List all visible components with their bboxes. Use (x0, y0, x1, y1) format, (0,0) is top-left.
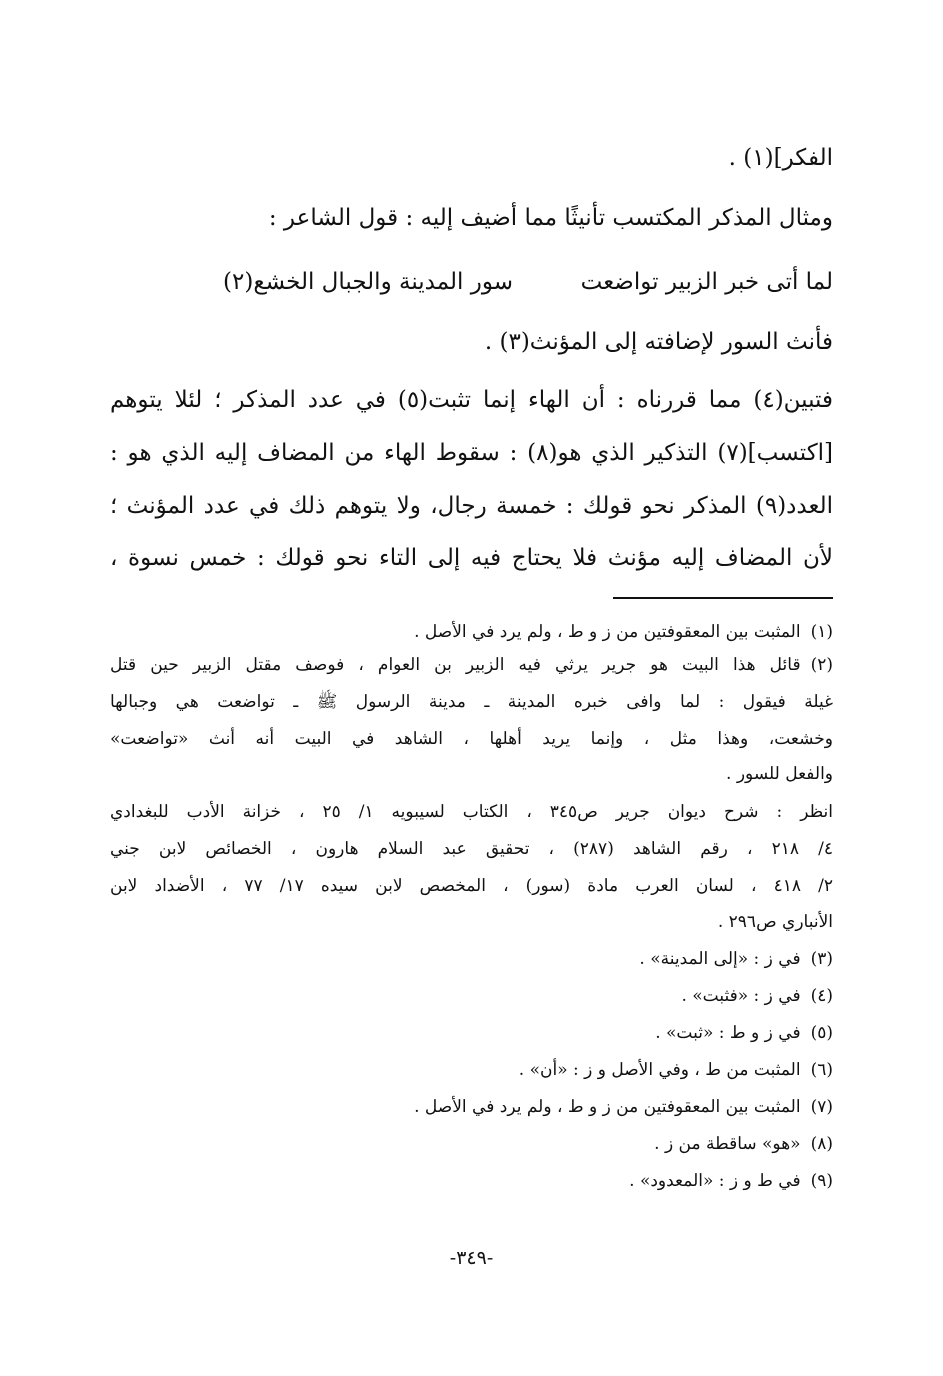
footnote-separator (613, 597, 833, 599)
footnote-number: (٤) (810, 986, 833, 1006)
footnote-number: (٣) (810, 949, 833, 969)
footnote-2-line: انظر : شرح ديوان جرير ص٣٤٥ ، الكتاب لسيبويه ١/ ٢٥ ، خزانة الأدب للبغدادي (110, 802, 833, 822)
footnote-number: (٥) (810, 1023, 833, 1043)
footnote-7 (414, 1093, 833, 1122)
footnote-8 (654, 1130, 833, 1159)
verse-first-hemistich: لما أتى خبر الزبير تواضعت (580, 269, 833, 295)
verse-second-hemistich: سور المدينة والجبال الخشع(٢) (223, 269, 513, 295)
footnote-5 (655, 1019, 833, 1048)
footnote-9 (629, 1167, 833, 1196)
footnote-number: (٨) (810, 1134, 833, 1154)
footnote-number: (٧) (810, 1097, 833, 1117)
footnote-2-line: وخشعت، وهذا مثل ، وإنما يريد أهلها ، الشاهد في البيت أنه أنث «تواضعت» (110, 729, 833, 749)
footnote-number: (٩) (810, 1171, 833, 1191)
footnote-1 (414, 618, 833, 647)
footnote-2-line: ٢/ ٤١٨ ، لسان العرب مادة (سور) ، المخصص لابن سيده ١٧/ ٧٧ ، الأضداد لابن (110, 876, 833, 896)
body-paragraph-line: فتبين(٤) مما قررناه : أن الهاء إنما تثبت(٥) في عدد المذكر ؛ لئلا يتوهم (110, 387, 833, 413)
footnote-text: «هو» ساقطة من ز . (654, 1134, 801, 1154)
footnote-2-line: ٤/ ٢١٨ ، رقم الشاهد (٢٨٧) ، تحقيق عبد السلام هارون ، الخصائص لابن جني (110, 839, 833, 859)
footnote-2-line: غيلة فيقول : لما وافى خبره المدينة ـ مدينة الرسول ﷺ ـ تواضعت هي وجبالها (110, 692, 833, 712)
body-paragraph-line: لأن المضاف إليه مؤنث فلا يحتاج فيه إلى التاء نحو قولك : خمس نسوة ، (110, 545, 833, 571)
footnote-number: (٦) (810, 1060, 833, 1080)
body-line-4: فأنث السور لإضافته إلى المؤنث(٣) . (484, 329, 833, 355)
footnote-3 (639, 945, 833, 974)
body-paragraph-line: [اكتسب](٧) التذكير الذي هو(٨) : سقوط الهاء من المضاف إليه الذي هو : (110, 440, 833, 466)
footnote-text: في ز : «فثبت» . (681, 986, 801, 1006)
footnote-text: في ز : «إلى المدينة» . (639, 949, 801, 969)
footnote-2-line: والفعل للسور . (726, 764, 833, 784)
body-line-1: الفكر](١) . (728, 145, 833, 171)
footnote-number: (٢) (810, 655, 833, 675)
body-line-2: ومثال المذكر المكتسب تأنيثًا مما أضيف إليه : قول الشاعر : (268, 205, 833, 231)
footnote-4 (681, 982, 833, 1011)
footnote-number: (١) (810, 622, 833, 642)
footnote-text: المثبت بين المعقوفتين من ز و ط ، ولم يرد في الأصل . (414, 622, 801, 642)
footnote-text: المثبت من ط ، وفي الأصل و ز : «أن» . (518, 1060, 801, 1080)
footnote-text: قائل هذا البيت هو جرير يرثي فيه الزبير بن العوام ، فوصف مقتل الزبير حين قتل (110, 655, 801, 675)
footnote-text: المثبت بين المعقوفتين من ز و ط ، ولم يرد في الأصل . (414, 1097, 801, 1117)
footnote-2-line (110, 651, 833, 680)
footnote-6 (519, 1056, 833, 1085)
page-number: -٣٤٩- (449, 1247, 494, 1269)
body-paragraph-line: العدد(٩) المذكر نحو قولك : خمسة رجال، ولا يتوهم ذلك في عدد المؤنث ؛ (110, 493, 833, 519)
footnote-text: في ط و ز : «المعدود» . (629, 1171, 801, 1191)
footnote-2-line: الأنباري ص٢٩٦ . (717, 912, 833, 932)
footnote-text: في ز و ط : «ثبت» . (655, 1023, 801, 1043)
